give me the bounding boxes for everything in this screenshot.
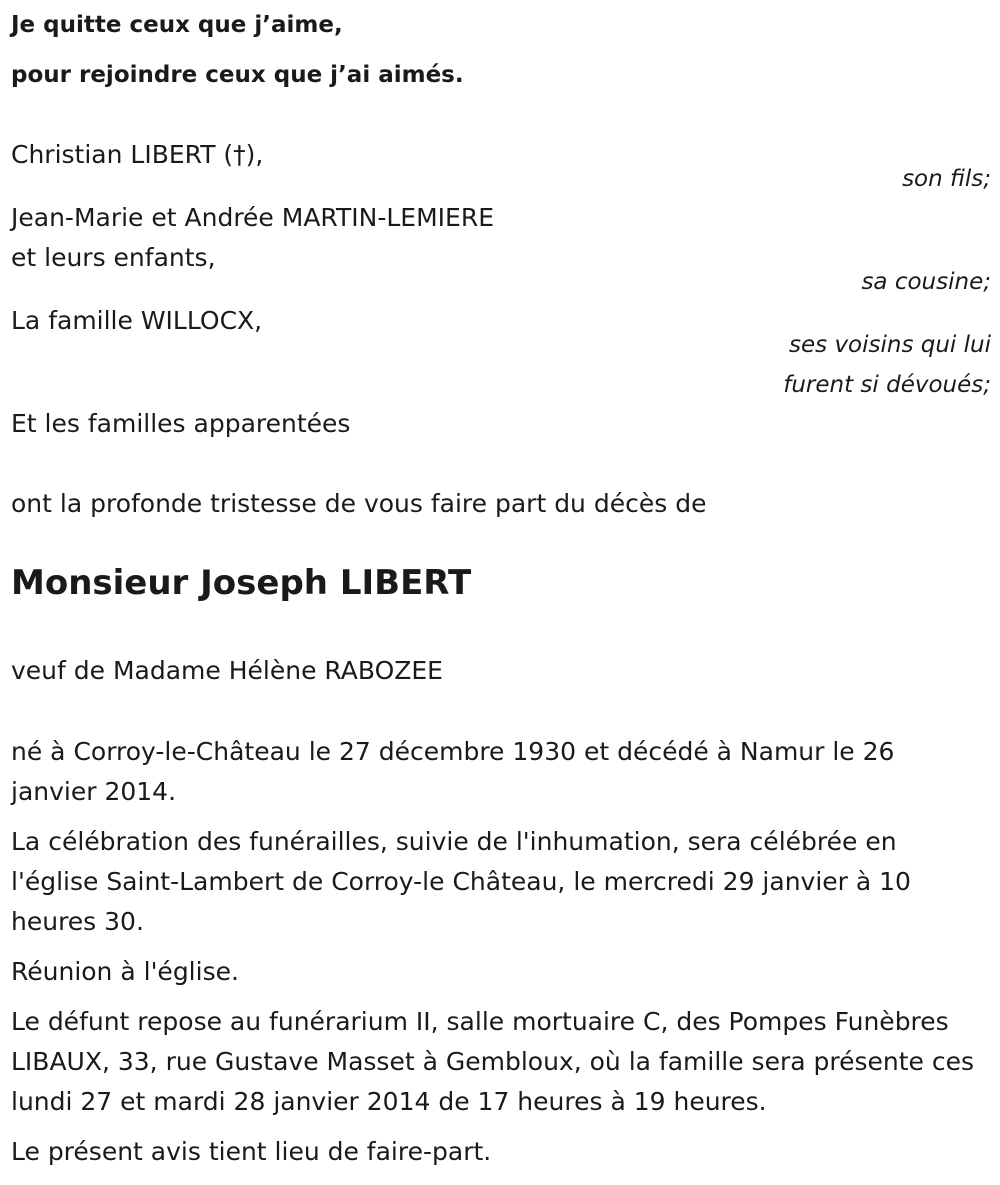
notice-paragraph: Le présent avis tient lieu de faire-part.	[11, 1137, 492, 1166]
funerarium-paragraph: Le défunt repose au funérarium II, salle mortuaire C, des Pompes Funèbres LIBAUX, 33, rue Gustave Masset à Gembloux, où la famille sera présente ces lundi 27 et mardi 28 janvier 2014 de 17 heures à 19 heures.	[11, 1007, 975, 1116]
relation-son: son fils;	[902, 166, 991, 192]
mourner-martin-lemiere-children: et leurs enfants,	[11, 243, 216, 272]
mourner-related-families: Et les familles apparentées	[11, 409, 351, 438]
relation-neighbours-1: ses voisins qui lui	[789, 332, 991, 358]
birth-death-paragraph: né à Corroy-le-Château le 27 décembre 1930 et décédé à Namur le 26 janvier 2014.	[11, 737, 895, 806]
mourner-martin-lemiere: Jean-Marie et Andrée MARTIN-LEMIERE	[11, 203, 494, 232]
quote-line-2: pour rejoindre ceux que j’ai aimés.	[11, 62, 464, 88]
gathering-paragraph: Réunion à l'église.	[11, 957, 239, 986]
announcement: ont la profonde tristesse de vous faire part du décès de	[11, 489, 707, 518]
deceased-name: Monsieur Joseph LIBERT	[11, 563, 472, 603]
widower-of: veuf de Madame Hélène RABOZEE	[11, 656, 443, 685]
relation-neighbours-2: furent si dévoués;	[783, 372, 991, 398]
relation-cousin: sa cousine;	[861, 269, 991, 295]
mourner-christian: Christian LIBERT (†),	[11, 140, 264, 169]
quote-line-1: Je quitte ceux que j’aime,	[11, 12, 343, 38]
funeral-paragraph: La célébration des funérailles, suivie de l'inhumation, sera célébrée en l'église Saint-Lambert de Corroy-le Château, le mercredi 29 janvier à 10 heures 30.	[11, 827, 911, 936]
mourner-willocx: La famille WILLOCX,	[11, 306, 263, 335]
